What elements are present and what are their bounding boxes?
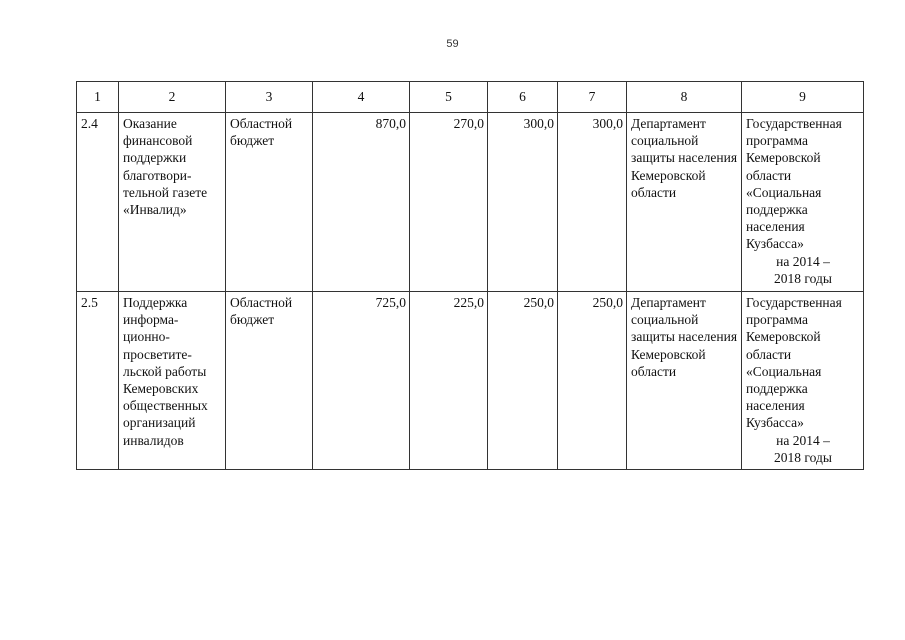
table-row	[77, 113, 864, 292]
row-name-cell: Поддержка информа-ционно-просветите-льской работы Кемеровских общественных организаций инвалидов	[119, 292, 226, 470]
program-text: Государственная программа Кемеровской области «Социальная поддержка населения Кузбасса»	[746, 116, 842, 252]
row-value-col6: 250,0	[488, 292, 558, 470]
table-header-row	[77, 82, 864, 113]
header-cell: 8	[627, 82, 742, 113]
table-row	[77, 292, 864, 470]
row-value-col4: 725,0	[313, 292, 410, 470]
row-source-cell: Областной бюджет	[226, 113, 313, 292]
header-cell: 6	[488, 82, 558, 113]
program-years-line-2: 2018 годы	[774, 449, 832, 465]
header-cell: 9	[742, 82, 864, 113]
row-value-col7: 300,0	[558, 113, 627, 292]
budget-table	[76, 81, 864, 470]
row-value-col7: 250,0	[558, 292, 627, 470]
page-number: 59	[446, 38, 459, 50]
row-value-col6: 300,0	[488, 113, 558, 292]
row-program-cell	[742, 292, 864, 470]
program-text: Государственная программа Кемеровской области «Социальная поддержка населения Кузбасса»	[746, 295, 842, 431]
header-cell: 2	[119, 82, 226, 113]
row-value-col4: 870,0	[313, 113, 410, 292]
header-cell: 1	[77, 82, 119, 113]
row-executor-cell: Департамент социальной защиты населения Кемеровской области	[627, 113, 742, 292]
row-source-cell: Областной бюджет	[226, 292, 313, 470]
row-executor-cell: Департамент социальной защиты населения Кемеровской области	[627, 292, 742, 470]
header-cell: 5	[410, 82, 488, 113]
row-value-col5: 225,0	[410, 292, 488, 470]
row-id-cell: 2.4	[77, 113, 119, 292]
header-cell: 4	[313, 82, 410, 113]
header-cell: 7	[558, 82, 627, 113]
row-name-cell: Оказание финансовой поддержки благотвори-тельной газете «Инвалид»	[119, 113, 226, 292]
row-program-cell	[742, 113, 864, 292]
program-years-line-2: 2018 годы	[774, 270, 832, 286]
program-years-line-1: на 2014 –	[776, 253, 830, 269]
program-years-line-1: на 2014 –	[776, 432, 830, 448]
row-id-cell: 2.5	[77, 292, 119, 470]
header-cell: 3	[226, 82, 313, 113]
row-value-col5: 270,0	[410, 113, 488, 292]
